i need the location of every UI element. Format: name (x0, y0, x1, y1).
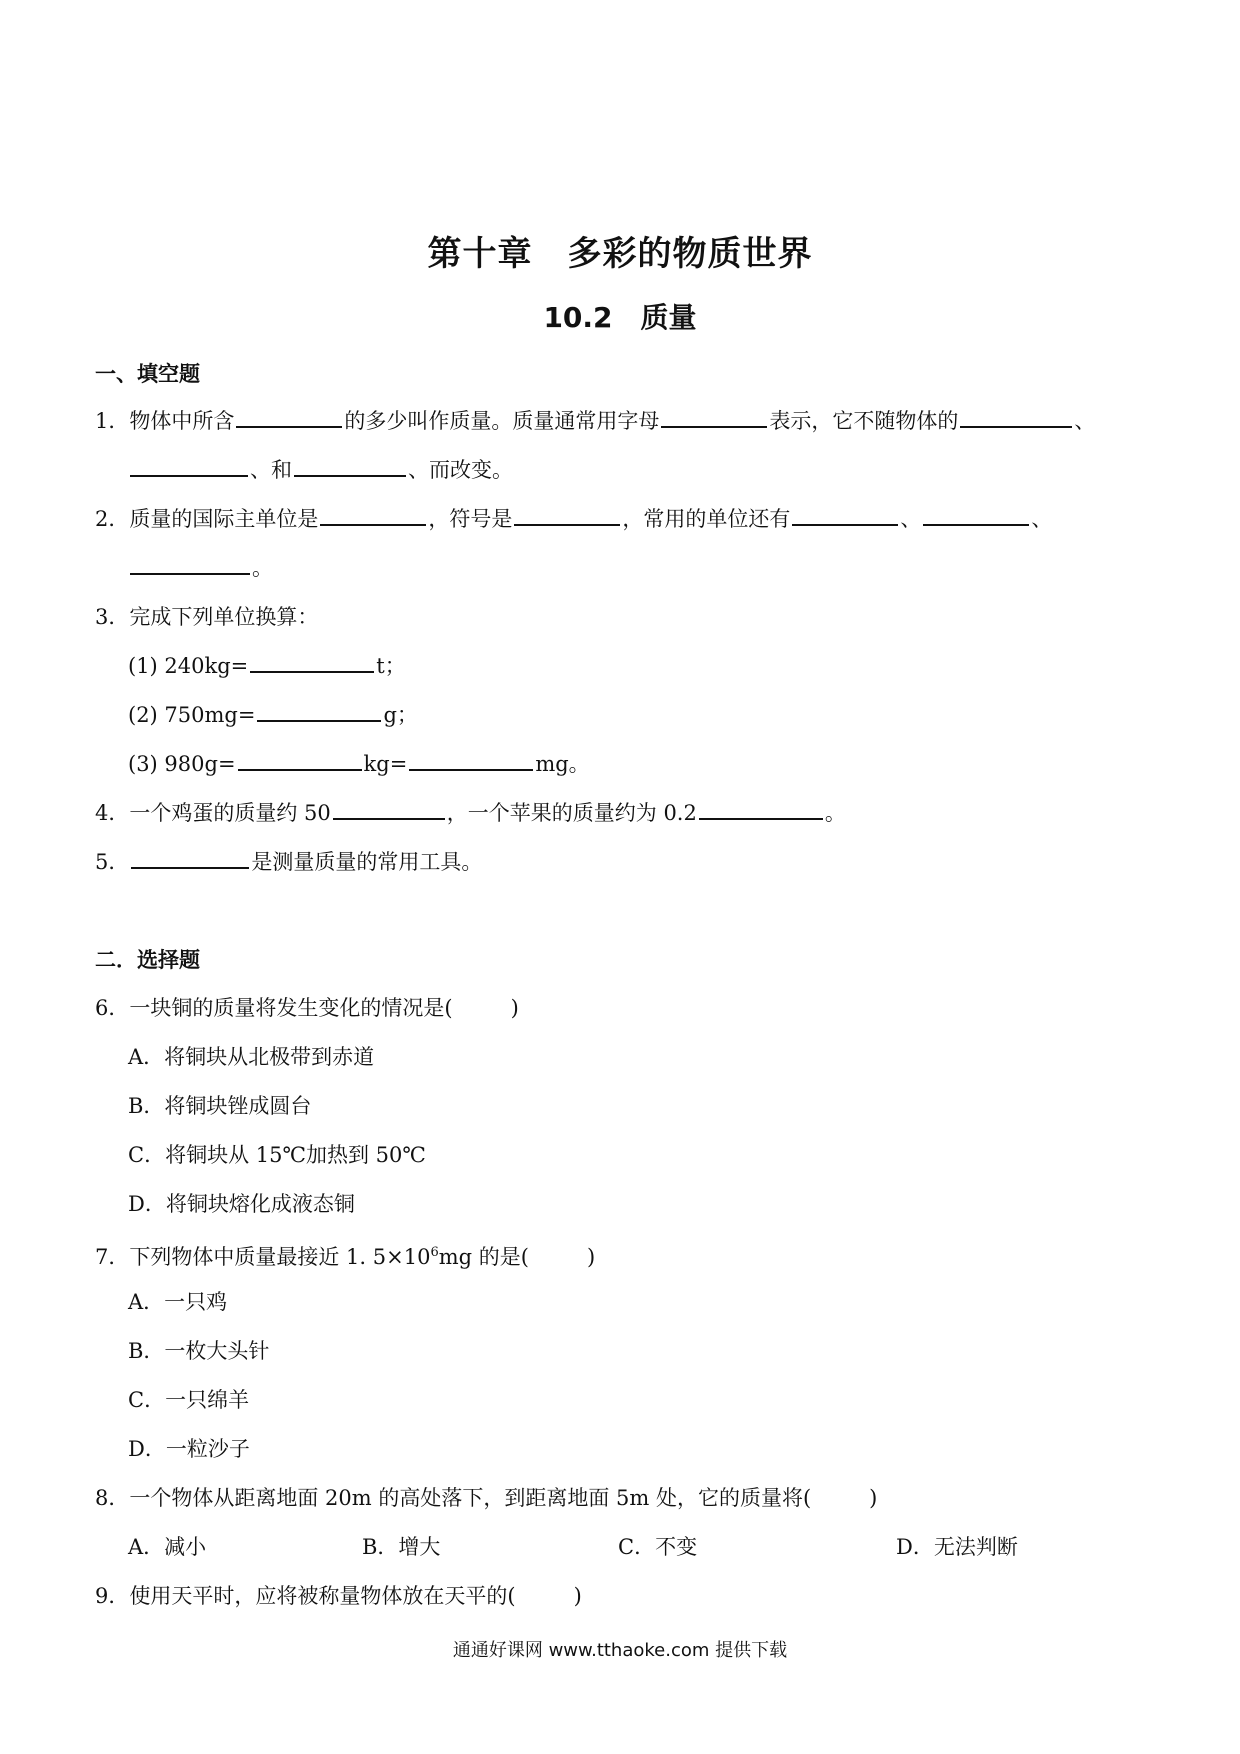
answer-blank[interactable] (514, 504, 620, 526)
question-3-part-2: (2) 750mg= g； (128, 700, 418, 730)
question-6-option-b[interactable]: B．将铜块锉成圆台 (128, 1094, 312, 1118)
question-2-line-2: 。 (128, 553, 273, 583)
section-fill-blank: 一、填空题 (95, 362, 200, 386)
question-8-option-b[interactable]: B．增大 (362, 1535, 441, 1559)
answer-blank[interactable] (661, 406, 767, 428)
answer-blank[interactable] (792, 504, 898, 526)
question-8-option-c[interactable]: C．不变 (618, 1535, 698, 1559)
answer-blank[interactable] (257, 700, 381, 722)
question-7-option-a[interactable]: A．一只鸡 (128, 1290, 228, 1314)
question-6: 6．一块铜的质量将发生变化的情况是( ) (95, 996, 519, 1020)
question-7-option-b[interactable]: B．一枚大头针 (128, 1339, 270, 1363)
chapter-title: 第十章 多彩的物质世界 (427, 234, 813, 274)
question-9: 9．使用天平时，应将被称量物体放在天平的( ) (95, 1584, 582, 1608)
lesson-title: 10.2 质量 (543, 301, 697, 334)
answer-blank[interactable] (320, 504, 426, 526)
question-1-line-2: 、和 、而改变。 (128, 455, 513, 485)
question-3-part-3: (3) 980g= kg= mg。 (128, 749, 590, 779)
question-2-line-1: 2．质量的国际主单位是 ，符号是 ，常用的单位还有 、 、 (95, 504, 1052, 534)
question-3-part-1: (1) 240kg= t； (128, 651, 406, 681)
question-1-line-1: 1．物体中所含 的多少叫作质量。质量通常用字母 表示，它不随物体的 、 (95, 406, 1095, 436)
answer-blank[interactable] (131, 847, 249, 869)
answer-blank[interactable] (236, 406, 342, 428)
answer-blank[interactable] (130, 455, 248, 477)
answer-blank[interactable] (130, 553, 250, 575)
question-8-option-d[interactable]: D．无法判断 (896, 1535, 1018, 1559)
question-7: 7．下列物体中质量最接近 1. $5\times 10^6mg$ 的是( ) (95, 1245, 596, 1269)
question-6-option-a[interactable]: A．将铜块从北极带到赤道 (128, 1045, 375, 1069)
question-4: 4．一个鸡蛋的质量约 50 ，一个苹果的质量约为 0.2 。 (95, 798, 846, 828)
question-7-option-c[interactable]: C．一只绵羊 (128, 1388, 250, 1412)
question-8-option-a[interactable]: A．减小 (128, 1535, 207, 1559)
answer-blank[interactable] (238, 749, 362, 771)
question-6-option-c[interactable]: C．将铜块从 15℃加热到 50℃ (128, 1143, 426, 1167)
answer-blank[interactable] (960, 406, 1072, 428)
answer-blank[interactable] (923, 504, 1029, 526)
answer-blank[interactable] (250, 651, 374, 673)
answer-blank[interactable] (333, 798, 445, 820)
question-8: 8．一个物体从距离地面 20m 的高处落下，到距离地面 5m 处，它的质量将( ) (95, 1486, 878, 1510)
section-multiple-choice: 二．选择题 (95, 948, 200, 972)
answer-blank[interactable] (699, 798, 823, 820)
question-5: 5． 是测量质量的常用工具。 (95, 847, 482, 877)
answer-blank[interactable] (409, 749, 533, 771)
answer-blank[interactable] (294, 455, 406, 477)
question-7-option-d[interactable]: D．一粒沙子 (128, 1437, 250, 1461)
question-3: 3．完成下列单位换算： (95, 605, 319, 629)
footer-source: 通通好课网 www.tthaoke.com 提供下载 (452, 1640, 788, 1661)
question-6-option-d[interactable]: D．将铜块熔化成液态铜 (128, 1192, 355, 1216)
